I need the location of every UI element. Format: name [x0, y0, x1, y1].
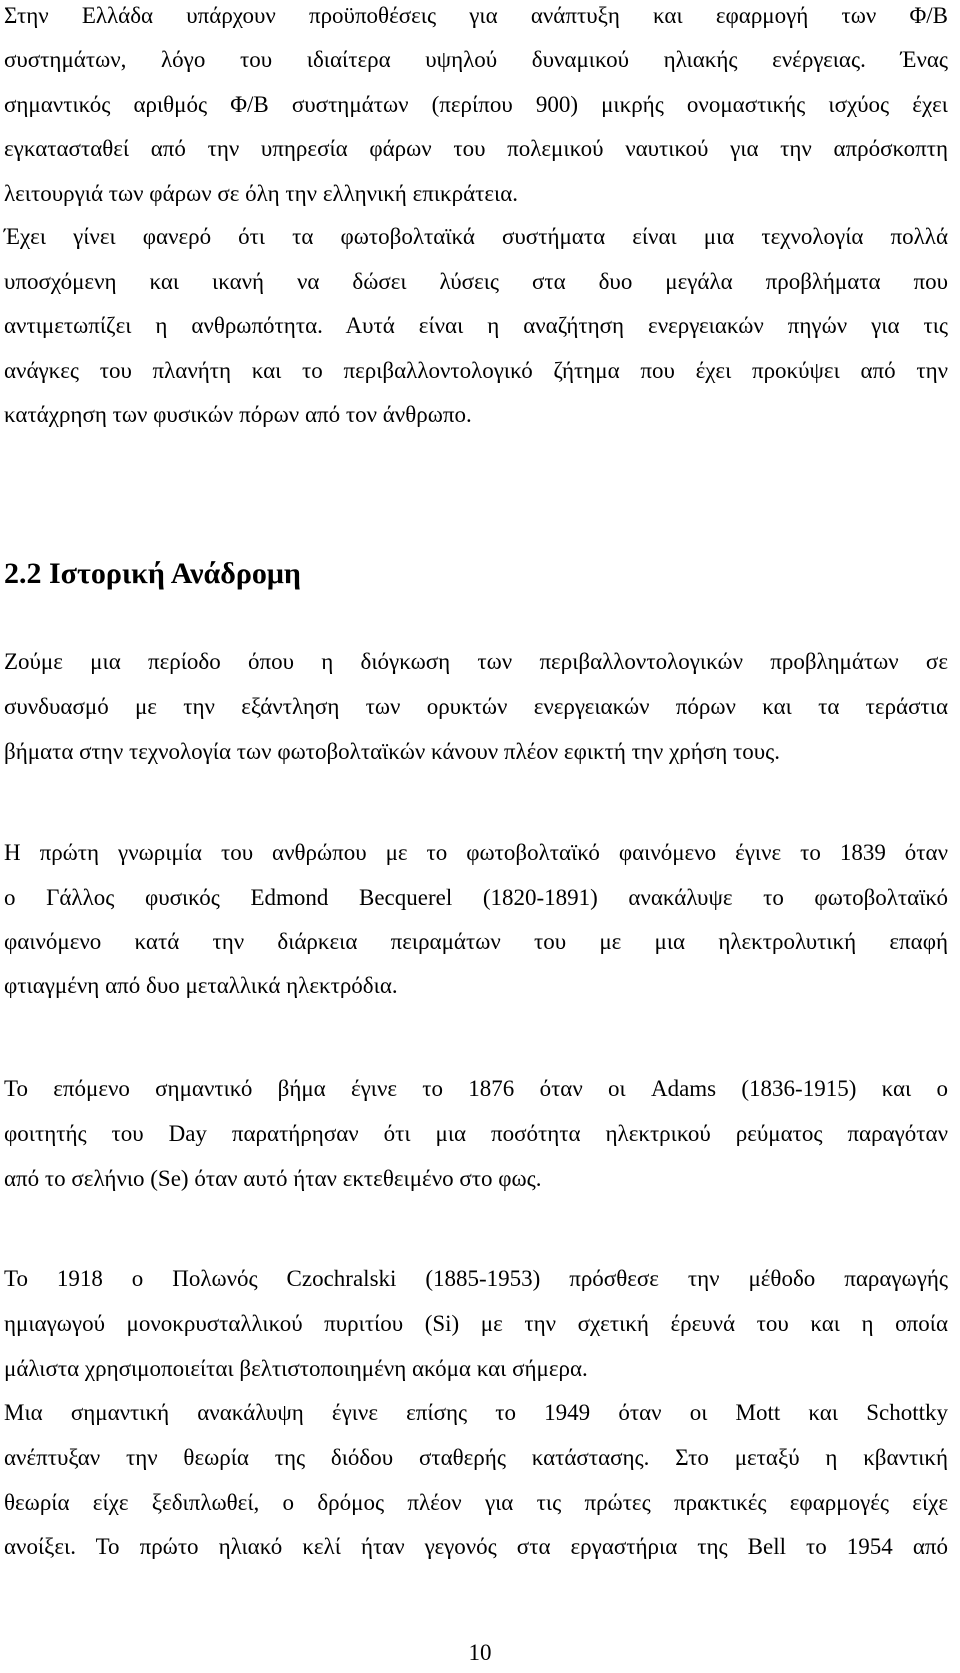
- paragraph-6-line-3: μάλιστα χρησιμοποιείται βελτιστοποιημένη ακόμα και σήμερα.: [4, 1356, 588, 1381]
- paragraph-4-line-4: φτιαγμένη από δυο μεταλλικά ηλεκτρόδια.: [4, 973, 398, 998]
- paragraph-4-line-3: φαινόμενο κατά την διάρκεια πειραμάτων του με μια ηλεκτρολυτική επαφή: [4, 929, 948, 954]
- paragraph-2-line-2: υποσχόμενη και ικανή να δώσει λύσεις στα δυο μεγάλα προβλήματα που: [4, 269, 948, 294]
- paragraph-3-line-3: βήματα στην τεχνολογία των φωτοβολταϊκών κάνουν πλέον εφικτή την χρήση τους.: [4, 739, 780, 764]
- section-heading: 2.2 Ιστορική Ανάδρομη: [4, 557, 301, 590]
- paragraph-7-line-3: θεωρία είχε ξεδιπλωθεί, ο δρόμος πλέον για τις πρώτες πρακτικές εφαρμογές είχε: [4, 1490, 948, 1515]
- paragraph-6-line-1: Το 1918 ο Πολωνός Czochralski (1885-1953) πρόσθεσε την μέθοδο παραγωγής: [4, 1266, 948, 1291]
- paragraph-1-line-2: συστημάτων, λόγο του ιδιαίτερα υψηλού δυναμικού ηλιακής ενέργειας. Ένας: [4, 47, 948, 72]
- paragraph-2-line-5: κατάχρηση των φυσικών πόρων από τον άνθρωπο.: [4, 402, 472, 427]
- page-number: 10: [468, 1640, 492, 1665]
- paragraph-1-line-5: λειτουργιά των φάρων σε όλη την ελληνική επικράτεια.: [4, 181, 519, 206]
- paragraph-4-line-1: Η πρώτη γνωριμία του ανθρώπου με το φωτοβολταϊκό φαινόμενο έγινε το 1839 όταν: [4, 840, 948, 865]
- paragraph-3-line-2: συνδυασμό με την εξάντληση των ορυκτών ενεργειακών πόρων και τα τεράστια: [4, 694, 948, 719]
- paragraph-7-line-1: Μια σημαντική ανακάλυψη έγινε επίσης το 1949 όταν οι Mott και Schottky: [4, 1400, 948, 1425]
- paragraph-2-line-4: ανάγκες του πλανήτη και το περιβαλλοντολογικό ζήτημα που έχει προκύψει από την: [4, 358, 948, 383]
- paragraph-1-line-4: εγκατασταθεί από την υπηρεσία φάρων του πολεμικού ναυτικού για την απρόσκοπτη: [4, 136, 948, 161]
- paragraph-3-line-1: Ζούμε μια περίοδο όπου η διόγκωση των περιβαλλοντολογικών προβλημάτων σε: [4, 649, 948, 674]
- paragraph-2-line-3: αντιμετωπίζει η ανθρωπότητα. Αυτά είναι η αναζήτηση ενεργειακών πηγών για τις: [4, 313, 948, 338]
- paragraph-5-line-2: φοιτητής του Day παρατήρησαν ότι μια ποσότητα ηλεκτρικού ρεύματος παραγόταν: [4, 1121, 948, 1146]
- paragraph-7-line-4: ανοίξει. Το πρώτο ηλιακό κελί ήταν γεγονός στα εργαστήρια της Bell το 1954 από: [4, 1534, 948, 1559]
- paragraph-1-line-3: σημαντικός αριθμός Φ/Β συστημάτων (περίπου 900) μικρής ονομαστικής ισχύος έχει: [4, 92, 948, 117]
- paragraph-4-line-2: ο Γάλλος φυσικός Edmond Becquerel (1820-1891) ανακάλυψε το φωτοβολταϊκό: [4, 885, 948, 910]
- paragraph-2-line-1: Έχει γίνει φανερό ότι τα φωτοβολταϊκά συστήματα είναι μια τεχνολογία πολλά: [4, 224, 948, 249]
- paragraph-7-line-2: ανέπτυξαν την θεωρία της διόδου σταθερής κατάστασης. Στο μεταξύ η κβαντική: [4, 1445, 948, 1470]
- paragraph-5-line-1: Το επόμενο σημαντικό βήμα έγινε το 1876 όταν οι Adams (1836-1915) και ο: [4, 1076, 948, 1101]
- paragraph-5-line-3: από το σελήνιο (Se) όταν αυτό ήταν εκτεθειμένο στο φως.: [4, 1166, 542, 1191]
- paragraph-1-line-1: Στην Ελλάδα υπάρχουν προϋποθέσεις για ανάπτυξη και εφαρμογή των Φ/Β: [4, 3, 948, 28]
- paragraph-6-line-2: ημιαγωγού μονοκρυσταλλικού πυριτίου (Si) με την σχετική έρευνά του και η οποία: [4, 1311, 948, 1336]
